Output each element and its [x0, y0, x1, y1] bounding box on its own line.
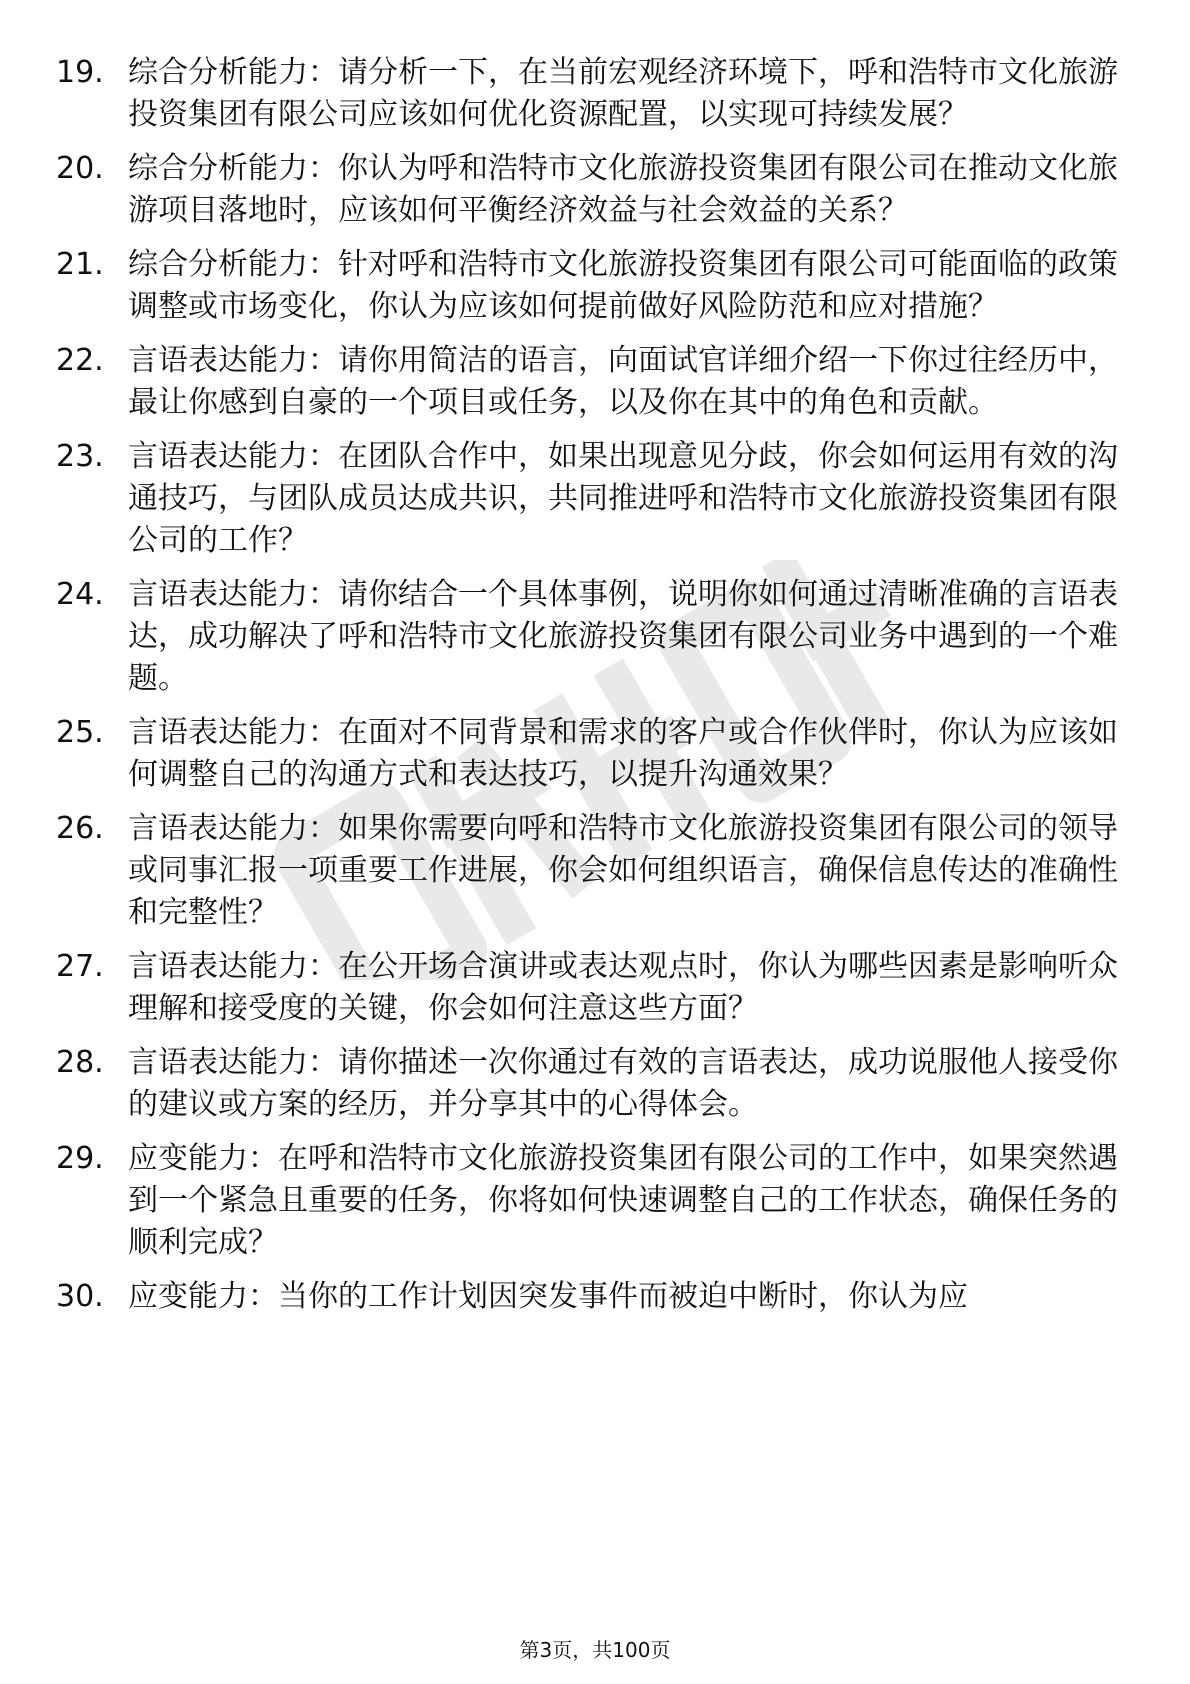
question-item-23 [56, 436, 1126, 562]
question-text: 言语表达能力：请你结合一个具体事例，说明你如何通过清晰准确的言语表达，成功解决了呼和浩特市文化旅游投资集团有限公司业务中遇到的一个难题。 [128, 577, 1118, 696]
question-item-21 [56, 244, 1126, 328]
question-list [56, 52, 1126, 1330]
question-item-22 [56, 340, 1126, 424]
question-number: 26. [56, 811, 104, 846]
question-text: 言语表达能力：在团队合作中，如果出现意见分歧，你会如何运用有效的沟通技巧，与团队成员达成共识，共同推进呼和浩特市文化旅游投资集团有限公司的工作？ [128, 439, 1118, 558]
question-number: 30. [56, 1279, 104, 1314]
question-item-26 [56, 808, 1126, 934]
question-item-24 [56, 574, 1126, 700]
question-item-25 [56, 712, 1126, 796]
question-text: 言语表达能力：在面对不同背景和需求的客户或合作伙伴时，你认为应该如何调整自己的沟通方式和表达技巧，以提升沟通效果？ [128, 715, 1118, 792]
question-text: 言语表达能力：在公开场合演讲或表达观点时，你认为哪些因素是影响听众理解和接受度的关键，你会如何注意这些方面？ [128, 949, 1118, 1026]
question-text: 综合分析能力：针对呼和浩特市文化旅游投资集团有限公司可能面临的政策调整或市场变化，你认为应该如何提前做好风险防范和应对措施？ [128, 247, 1118, 324]
question-item-27 [56, 946, 1126, 1030]
question-item-30 [56, 1276, 1126, 1318]
question-text: 综合分析能力：请分析一下，在当前宏观经济环境下，呼和浩特市文化旅游投资集团有限公司应该如何优化资源配置，以实现可持续发展？ [128, 55, 1118, 132]
question-item-28 [56, 1042, 1126, 1126]
question-text: 言语表达能力：请你用简洁的语言，向面试官详细介绍一下你过往经历中，最让你感到自豪的一个项目或任务，以及你在其中的角色和贡献。 [128, 343, 1118, 420]
question-number: 24. [56, 577, 104, 612]
question-text: 综合分析能力：你认为呼和浩特市文化旅游投资集团有限公司在推动文化旅游项目落地时，应该如何平衡经济效益与社会效益的关系？ [128, 151, 1118, 228]
question-text: 言语表达能力：如果你需要向呼和浩特市文化旅游投资集团有限公司的领导或同事汇报一项重要工作进展，你会如何组织语言，确保信息传达的准确性和完整性？ [128, 811, 1118, 930]
question-number: 25. [56, 715, 104, 750]
question-number: 21. [56, 247, 104, 282]
question-number: 23. [56, 439, 104, 474]
question-item-19 [56, 52, 1126, 136]
question-number: 19. [56, 55, 104, 90]
question-item-29 [56, 1138, 1126, 1264]
question-number: 27. [56, 949, 104, 984]
question-text: 言语表达能力：请你描述一次你通过有效的言语表达，成功说服他人接受你的建议或方案的经历，并分享其中的心得体会。 [128, 1045, 1118, 1122]
question-number: 22. [56, 343, 104, 378]
question-text: 应变能力：在呼和浩特市文化旅游投资集团有限公司的工作中，如果突然遇到一个紧急且重要的任务，你将如何快速调整自己的工作状态，确保任务的顺利完成？ [128, 1141, 1118, 1260]
page-footer [0, 1634, 1190, 1663]
question-number: 28. [56, 1045, 104, 1080]
question-item-20 [56, 148, 1126, 232]
question-number: 20. [56, 151, 104, 186]
page-number-label: 第3页，共100页 [519, 1638, 671, 1662]
question-text: 应变能力：当你的工作计划因突发事件而被迫中断时，你认为应 [128, 1279, 968, 1314]
question-number: 29. [56, 1141, 104, 1176]
